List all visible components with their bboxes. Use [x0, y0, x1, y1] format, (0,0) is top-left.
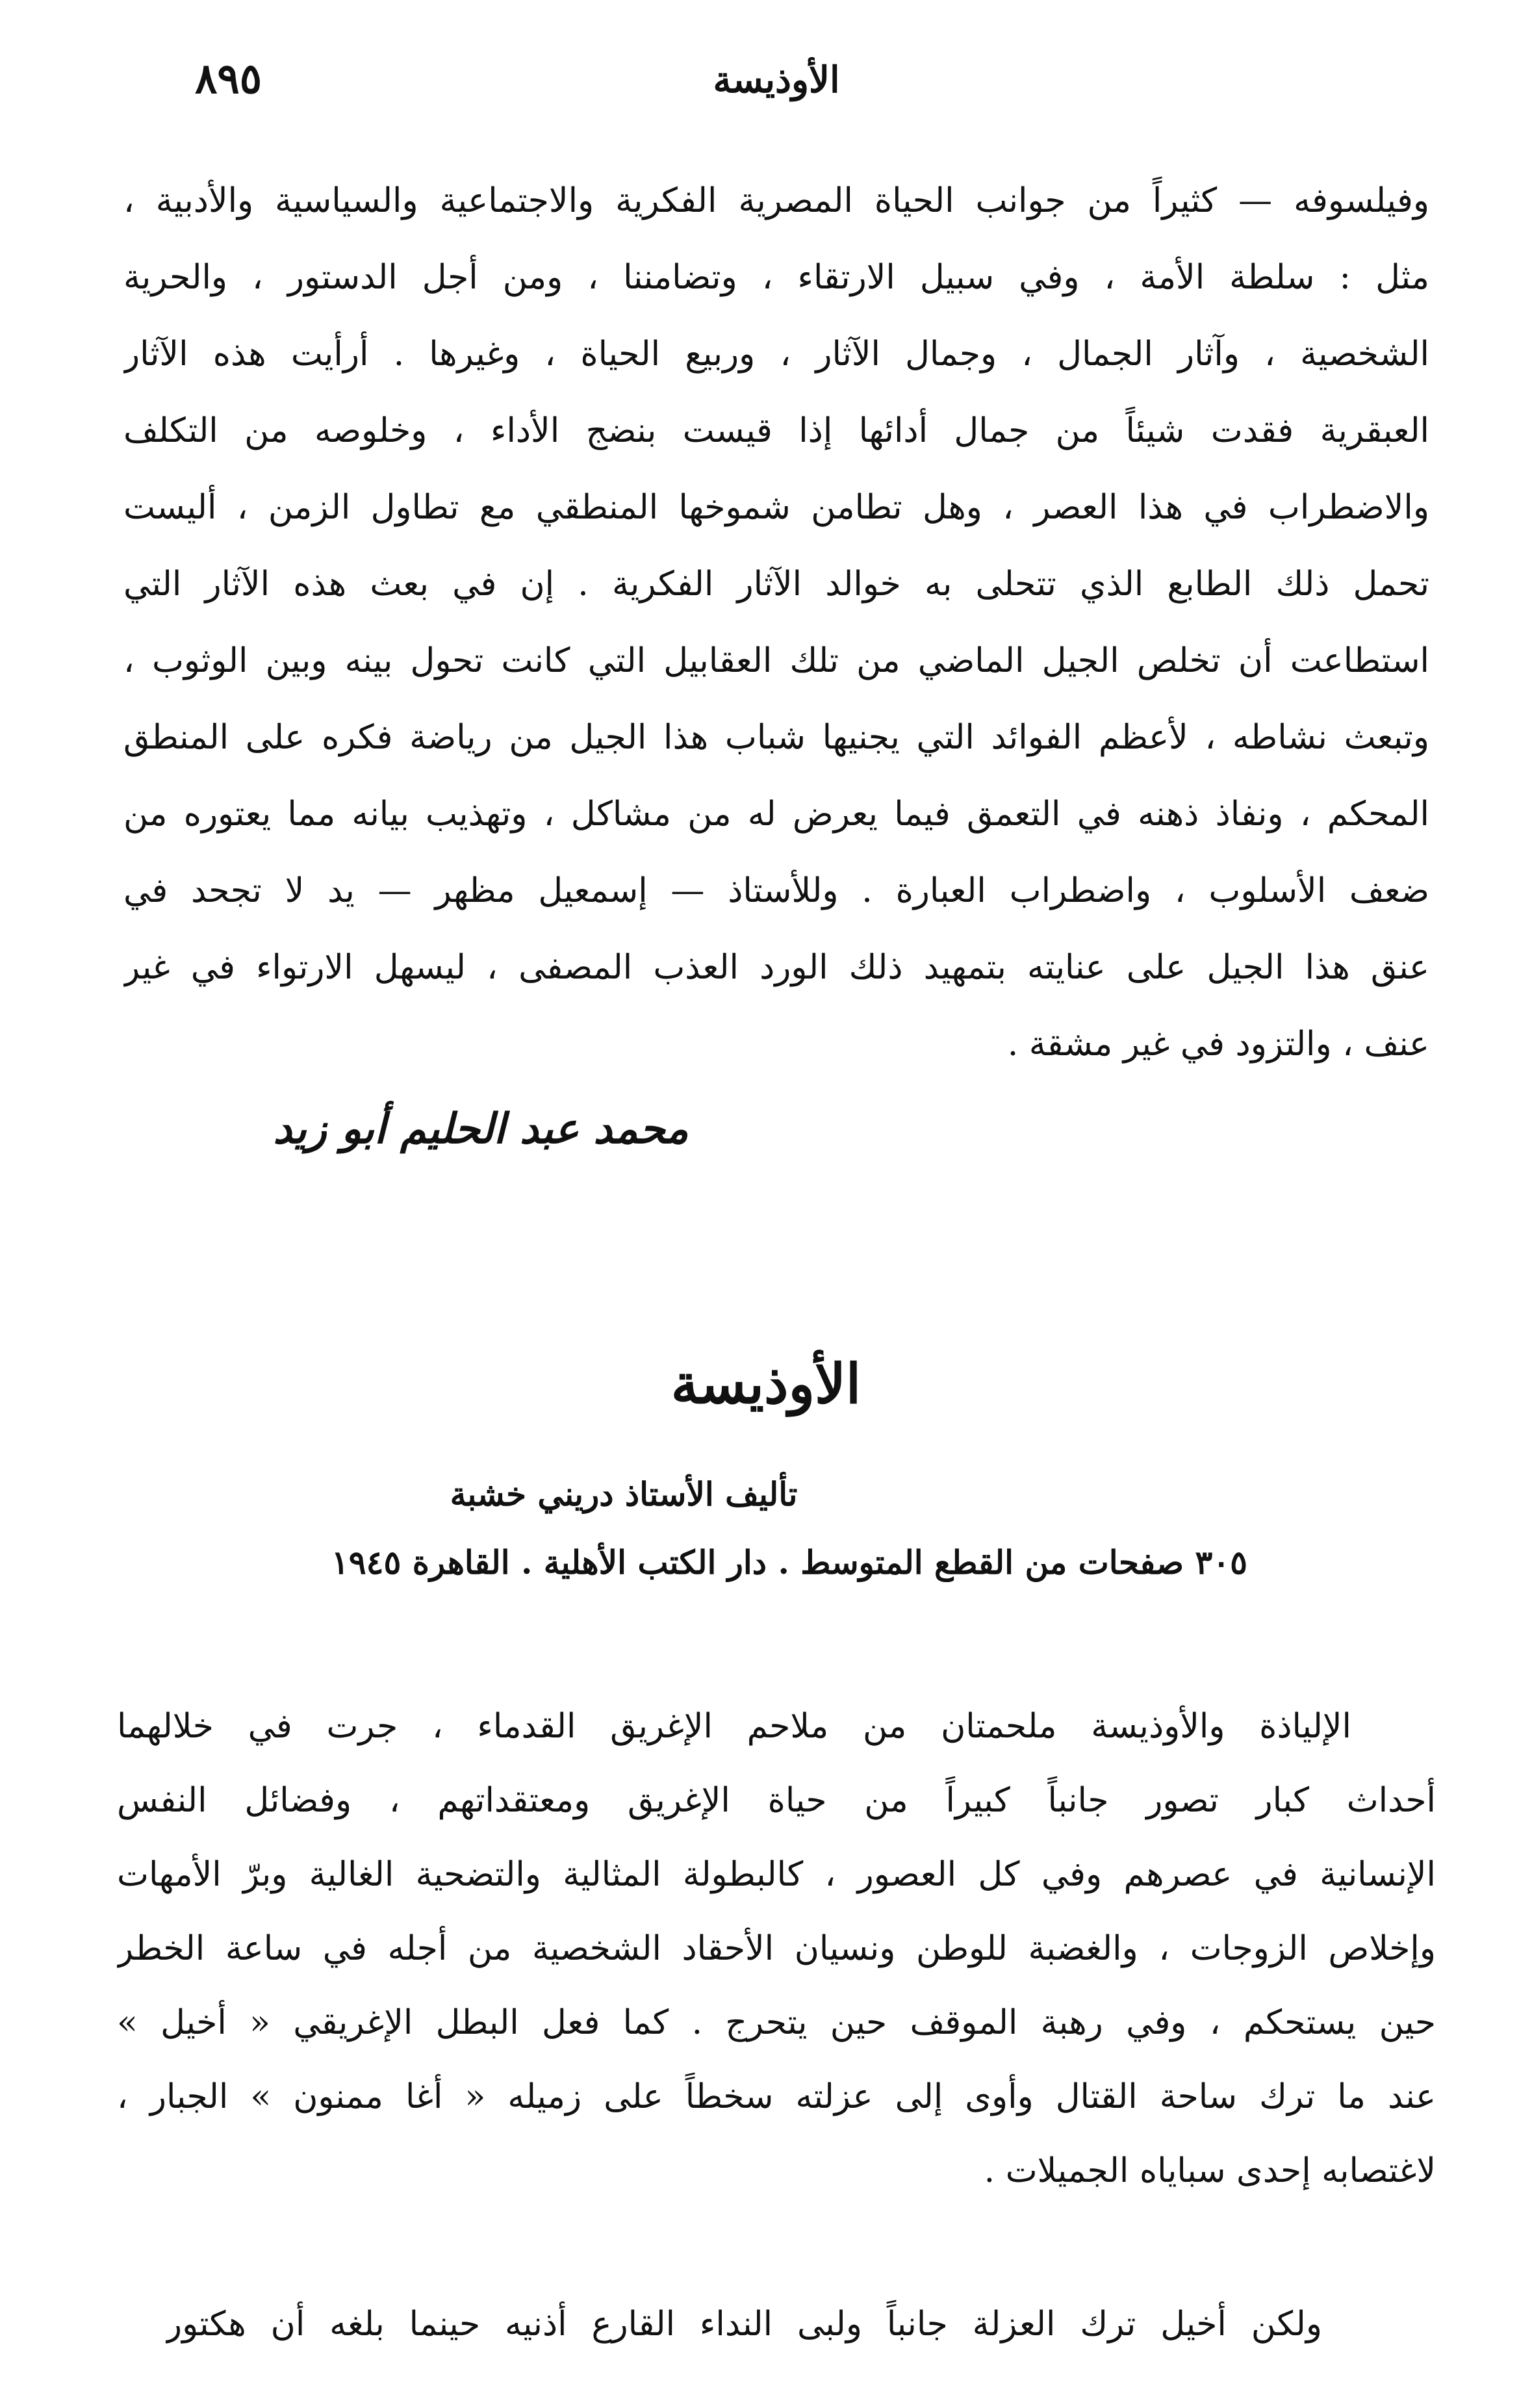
review-paragraph — [117, 1689, 1436, 2208]
text-line: أحداث كبار تصور جانباً كبيراً من حياة الإغريق ومعتقداتهم ، وفضائل النفس — [117, 1781, 1436, 1820]
text-line: والاضطراب في هذا العصر ، وهل تطامن شموخها المنطقي مع تطاول الزمن ، أليست — [123, 488, 1429, 527]
page-number: ٨٩٥ — [195, 55, 262, 103]
text-line: المحكم ، ونفاذ ذهنه في التعمق فيما يعرض له من مشاكل ، وتهذيب بيانه مما يعتوره من — [123, 795, 1429, 834]
text-line: وتبعث نشاطه ، لأعظم الفوائد التي يجنيها شباب هذا الجيل من رياضة فكره على المنطق — [123, 718, 1429, 757]
review-title: الأوذيسة — [670, 1351, 862, 1416]
review-publication-info: ٣٠٥ صفحات من القطع المتوسط . دار الكتب الأهلية . القاهرة ١٩٤٥ — [331, 1543, 1248, 1582]
text-line: حين يستحكم ، وفي رهبة الموقف حين يتحرج . كما فعل البطل الإغريقي « أخيل » — [117, 2003, 1436, 2042]
text-line: الإلياذة والأوذيسة ملحمتان من ملاحم الإغريق القدماء ، جرت في خلالهما — [117, 1707, 1351, 1746]
text-line: ولكن أخيل ترك العزلة جانباً ولبى النداء القارع أذنيه حينما بلغه أن هكتور — [166, 2305, 1322, 2344]
text-line: الشخصية ، وآثار الجمال ، وجمال الآثار ، وربيع الحياة ، وغيرها . أرأيت هذه الآثار — [123, 335, 1429, 374]
previous-review-paragraph — [123, 162, 1429, 1082]
text-line: استطاعت أن تخلص الجيل الماضي من تلك العقابيل التي كانت تحول بينه وبين الوثوب ، — [123, 641, 1429, 680]
running-title: الأوذيسة — [713, 58, 840, 101]
author-signature: محمد عبد الحليم أبو زيد — [273, 1105, 689, 1153]
text-line: تحمل ذلك الطابع الذي تتحلى به خوالد الآثار الفكرية . إن في بعث هذه الآثار التي — [123, 565, 1429, 604]
text-line: الإنسانية في عصرهم وفي كل العصور ، كالبطولة المثالية والتضحية الغالية وبرّ الأمهات — [117, 1855, 1436, 1894]
page-header — [130, 55, 1423, 117]
text-line: مثل : سلطة الأمة ، وفي سبيل الارتقاء ، وتضامننا ، ومن أجل الدستور ، والحرية — [123, 258, 1429, 297]
text-line: عند ما ترك ساحة القتال وأوى إلى عزلته سخطاً على زميله « أغا ممنون » الجبار ، — [117, 2077, 1436, 2116]
text-line: وإخلاص الزوجات ، والغضبة للوطن ونسيان الأحقاد الشخصية من أجله في ساعة الخطر — [117, 1929, 1436, 1968]
review-author-line: تأليف الأستاذ دريني خشبة — [450, 1475, 798, 1513]
text-line: العبقرية فقدت شيئاً من جمال أدائها إذا قيست بنضج الأداء ، وخلوصه من التكلف — [123, 411, 1429, 450]
text-line: عنق هذا الجيل على عنايته بتمهيد ذلك الورد العذب المصفى ، ليسهل الارتواء في غير — [123, 948, 1429, 987]
text-line: وفيلسوفه — كثيراً من جوانب الحياة المصرية الفكرية والاجتماعية والسياسية والأدبية ، — [123, 181, 1429, 220]
text-line: لاغتصابه إحدى سباياه الجميلات . — [984, 2151, 1436, 2190]
text-line: عنف ، والتزود في غير مشقة . — [1007, 1025, 1429, 1064]
text-line: ضعف الأسلوب ، واضطراب العبارة . وللأستاذ — إسمعيل مظهر — يد لا تجحد في — [123, 871, 1429, 910]
review-continuation-paragraph — [166, 2287, 1322, 2361]
